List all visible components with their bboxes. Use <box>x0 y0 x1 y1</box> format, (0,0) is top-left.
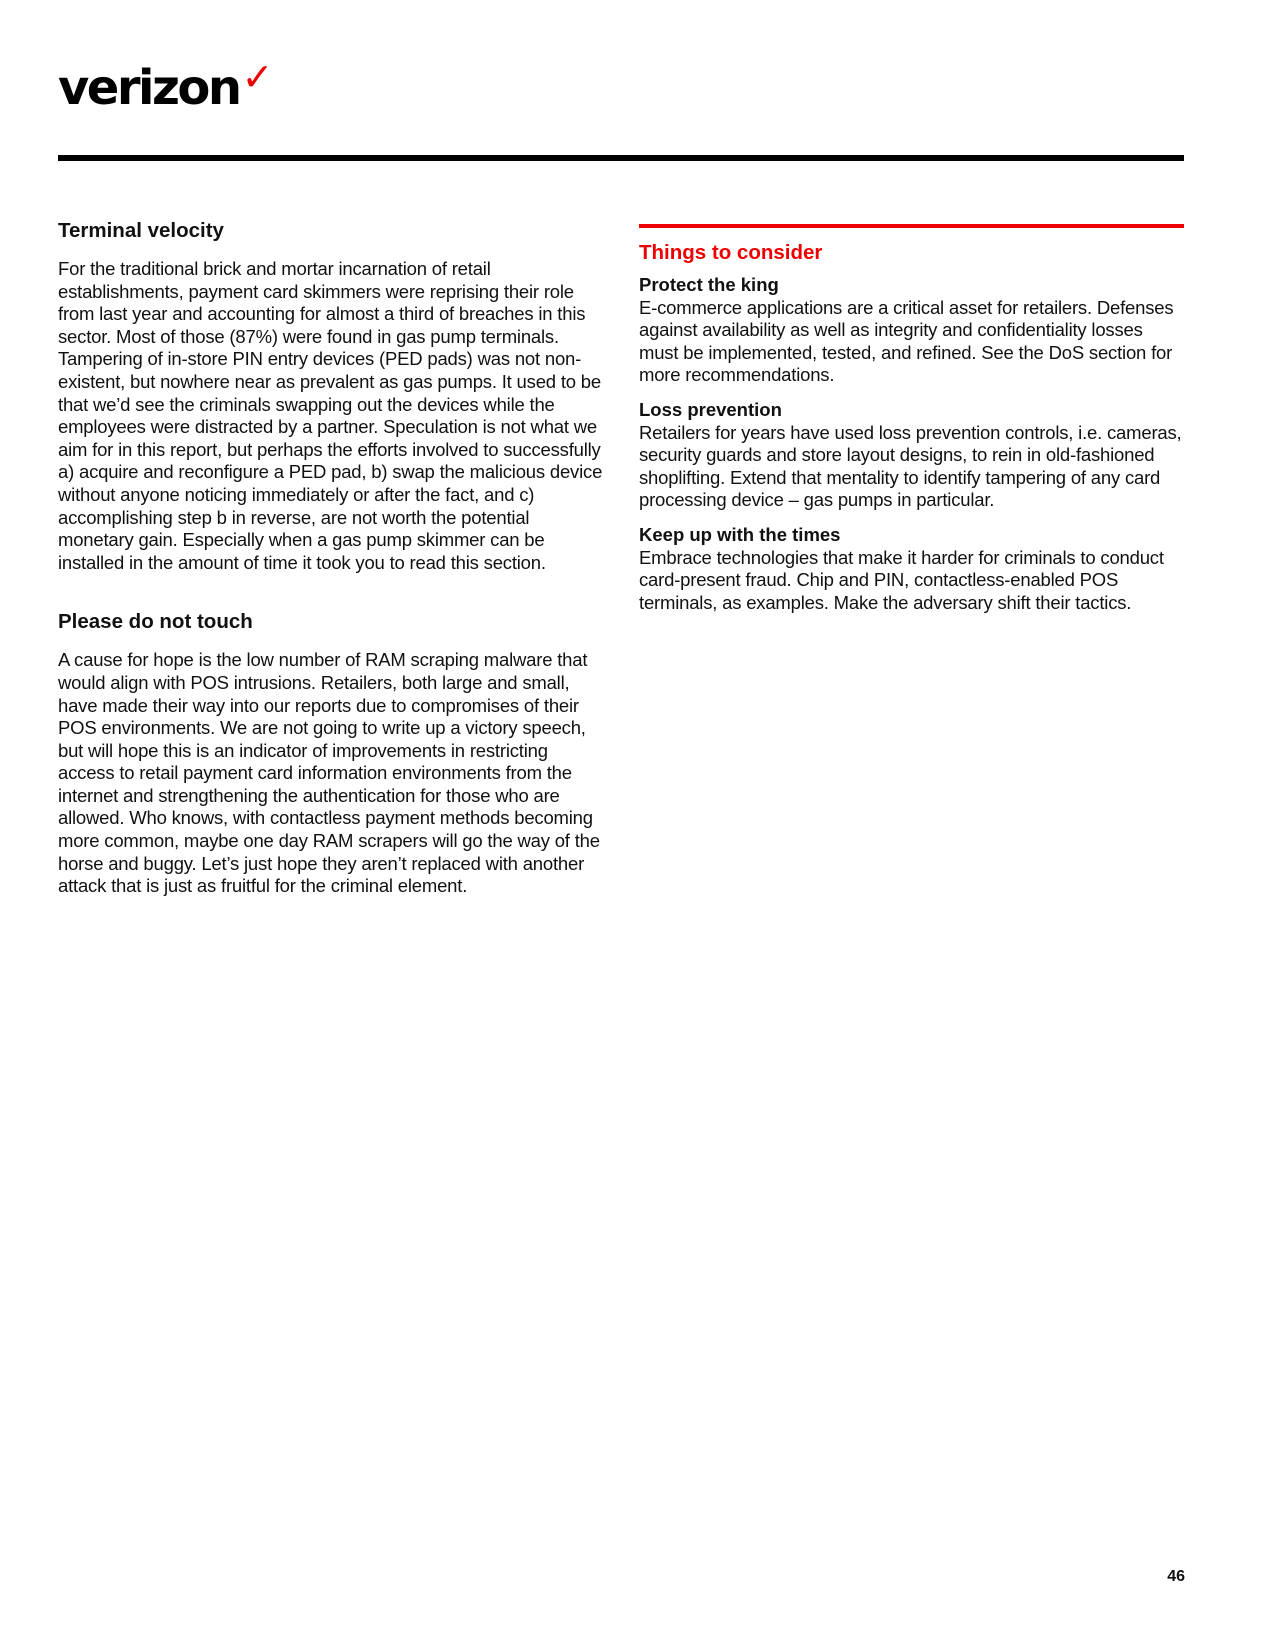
section-body-please-do-not-touch: A cause for hope is the low number of RAM scraping malware that would align with POS intrusions. Retailers, both large and small, have made their way into our reports due to compromises of their POS environments. We are not going to write up a victory speech, but will hope this is an indicator of improvements in restricting access to retail payment card information environments from the internet and strengthening the authentication for those who are allowed. Who knows, with contactless payment methods becoming more common, maybe one day RAM scrapers will go the way of the horse and buggy. Let’s just hope they aren’t replaced with another attack that is just as fruitful for the criminal element. <box>58 649 600 897</box>
verizon-logo <box>58 55 274 121</box>
page-number: 46 <box>1167 1568 1185 1585</box>
consider-item-heading: Keep up with the times <box>639 523 841 545</box>
consider-item-body: E-commerce applications are a critical asset for retailers. Defenses against availability as well as integrity and confidentiality losses must be implemented, tested, and refined. See the DoS section for more recommendations. <box>639 296 1174 386</box>
header-divider <box>58 155 1184 161</box>
consider-item-protect-the-king <box>639 274 1184 387</box>
sidebar-title: Things to consider <box>639 241 823 264</box>
consider-item-body: Retailers for years have used loss prevention controls, i.e. cameras, security guards and store layout designs, to rein in old-fashioned shoplifting. Extend that mentality to identify tampering of any card processing device – gas pumps in particular. <box>639 421 1182 511</box>
consider-item-keep-up-with-the-times <box>639 524 1184 614</box>
consider-item-body: Embrace technologies that make it harder for criminals to conduct card-present fraud. Chip and PIN, contactless-enabled POS terminals, as examples. Make the adversary shift their tactics. <box>639 546 1164 613</box>
consider-item-heading: Loss prevention <box>639 398 782 420</box>
section-heading-please-do-not-touch: Please do not touch <box>58 610 253 634</box>
consider-item-heading: Protect the king <box>639 274 779 295</box>
sidebar-red-rule <box>639 224 1184 228</box>
consider-item-loss-prevention <box>639 399 1184 512</box>
checkmark-icon: ✓ <box>241 55 274 99</box>
section-heading-terminal-velocity: Terminal velocity <box>58 219 224 242</box>
left-column <box>58 210 608 898</box>
section-body-terminal-velocity: For the traditional brick and mortar incarnation of retail establishments, payment card skimmers were reprising their role from last year and accounting for almost a third of breaches in this sector. Most of those (87%) were found in gas pump terminals. Tampering of in-store PIN entry devices (PED pads) was not non-existent, but nowhere near as prevalent as gas pumps. It used to be that we’d see the criminals swapping out the devices while the employees were distracted by a partner. Speculation is not what we aim for in this report, but perhaps the efforts involved to successfully a) acquire and reconfigure a PED pad, b) swap the malicious device without anyone noticing immediately or after the fact, and c) accomplishing step b in reverse, are not worth the potential monetary gain. Especially when a gas pump skimmer can be installed in the amount of time it took you to read this section. <box>58 258 603 573</box>
things-to-consider-sidebar <box>639 210 1184 626</box>
brand-wordmark: verizon <box>58 60 240 116</box>
